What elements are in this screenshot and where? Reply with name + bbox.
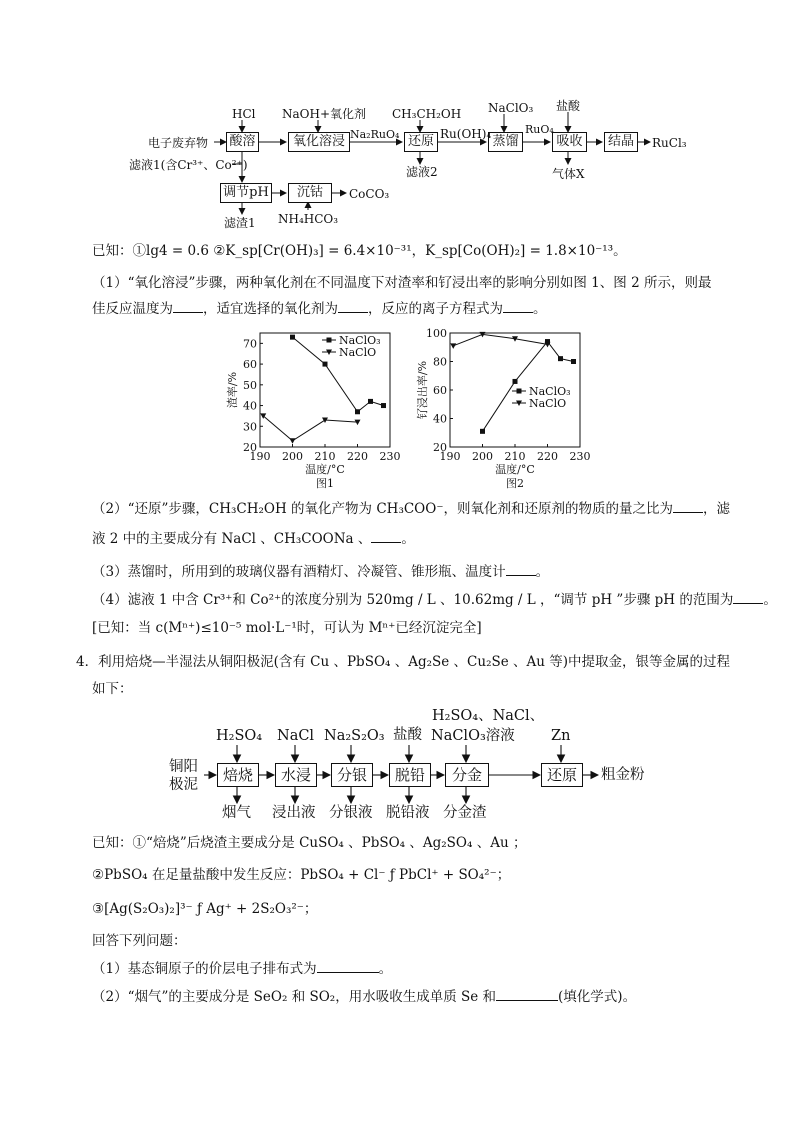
box2-water-leach: 水浸 (275, 763, 317, 787)
output-leachate: 浸出液 (272, 805, 316, 821)
question-2-part3: 液 2 中的主要成分有 NaCl 、CH₃COONa 、 (92, 531, 372, 547)
question-2-part1: （2）“还原”步骤，CH₃CH₂OH 的氧化产物为 CH₃COO⁻，则氧化剂和还原剂的物质的量之比为 (92, 501, 673, 517)
legend-label: NaClO (529, 397, 567, 410)
y-tick-label: 100 (426, 327, 447, 340)
box-distill: 蒸馏 (488, 132, 523, 152)
question-3 (92, 561, 549, 583)
label-ruoh4: Ru(OH)₄ (440, 127, 492, 141)
box2-separate-silver: 分银 (331, 763, 373, 787)
question-2-part2: ，滤 (702, 501, 730, 517)
y-axis-label: 渣率/% (226, 371, 239, 409)
blank-chemical-formula[interactable] (496, 988, 558, 1001)
y-tick-label: 70 (243, 337, 257, 351)
reagent-naclo3: NaClO₃ (488, 101, 534, 115)
x-tick-label: 190 (439, 450, 461, 463)
output-silver-solution: 分银液 (329, 805, 373, 821)
question-1 (92, 272, 711, 320)
legend-label: NaClO₃ (529, 385, 571, 398)
blank-copper-config[interactable] (317, 960, 379, 973)
problem-4-title-line2: 如下： (92, 681, 133, 697)
question-1-part1: 佳反应温度为 (92, 301, 173, 317)
series-line-naclo (453, 334, 547, 345)
data-point-naclo3 (323, 362, 328, 367)
question-4 (92, 589, 777, 611)
data-point-naclo3 (355, 409, 360, 414)
problem-4-question-1 (92, 958, 392, 980)
flowchart-2 (0, 700, 794, 830)
data-point-naclo (450, 343, 456, 349)
blank-ratio[interactable] (673, 500, 703, 513)
source2-line1: 铜阳 (169, 759, 198, 775)
box-absorb: 吸收 (552, 132, 587, 152)
problem-4-number: 4． (76, 654, 99, 670)
label-rucl3: RuCl₃ (652, 136, 687, 150)
x-tick-label: 200 (282, 450, 303, 463)
reagent2-na2s2o3: Na₂S₂O₃ (324, 728, 385, 744)
y-tick-label: 20 (433, 441, 447, 454)
question-3-text: （3）蒸馏时，所用到的玻璃仪器有酒精灯、冷凝管、锥形瓶、温度计 (92, 564, 506, 580)
flowchart-1 (0, 0, 794, 235)
y-tick-label: 30 (243, 420, 257, 434)
question-2-part4: 。 (401, 531, 415, 547)
problem-4-q1-text: （1）基态铜原子的价层电子排布式为 (92, 961, 317, 977)
x-axis-label: 温度/°C (495, 463, 535, 476)
x-tick-label: 200 (472, 450, 493, 463)
output-gold-residue: 分金渣 (443, 805, 487, 821)
question-4-note: [已知：当 c(Mⁿ⁺)≤10⁻⁵ mol·L⁻¹时，可认为 Mⁿ⁺已经沉淀完全] (92, 620, 482, 636)
reagent2-hydrochloric-acid: 盐酸 (393, 727, 422, 743)
x-tick-label: 190 (249, 450, 271, 463)
x-tick-label: 220 (347, 450, 368, 463)
reagent-hcl: HCl (232, 107, 256, 121)
known2-line2: ②PbSO₄ 在足量盐酸中发生反应：PbSO₄ + Cl⁻ ƒ PbCl⁺ + SO₄²⁻； (92, 867, 511, 883)
y-tick-label: 20 (243, 441, 257, 454)
label-residue1: 滤渣1 (224, 216, 256, 230)
y-tick-label: 40 (243, 399, 257, 413)
box-reduce: 还原 (404, 132, 438, 152)
data-point-naclo3 (368, 399, 373, 404)
box-crystallize: 结晶 (604, 132, 638, 152)
question-2 (92, 498, 730, 550)
source2-line2: 极泥 (169, 777, 198, 793)
x-tick-label: 220 (537, 450, 558, 463)
problem-4-question-2 (92, 986, 636, 1008)
question-1-line-a: （1）“氧化溶浸”步骤，两种氧化剂在不同温度下对渣率和钌浸出率的影响分别如图 1、图 2 所示，则最 (92, 275, 712, 291)
blank-filtrate2[interactable] (371, 530, 401, 543)
box2-remove-lead: 脱铅 (389, 763, 431, 787)
y-tick-label: 60 (433, 384, 447, 397)
y-tick-label: 80 (433, 355, 447, 369)
blank-ionic-equation[interactable] (503, 300, 533, 313)
reagent2-mix-line1: H₂SO₄、NaCl、 (432, 708, 545, 724)
data-point-naclo3 (571, 359, 576, 364)
legend-marker (327, 338, 332, 343)
label-gas-x: 气体X (552, 167, 585, 181)
problem-4-title-line1: 利用焙烧—半湿法从铜阳极泥(含有 Cu 、PbSO₄ 、Ag₂Se 、Cu₂Se 、Au 等)中提取金，银等金属的过程 (98, 654, 731, 670)
question-1-part3: ，反应的离子方程式为 (368, 301, 503, 317)
source-e-waste: 电子废弃物 (148, 136, 209, 150)
blank-glassware[interactable] (506, 563, 536, 576)
y-axis-label: 钌浸出率/% (416, 360, 429, 420)
legend-label: NaClO₃ (339, 334, 381, 347)
box2-roast: 焙烧 (217, 763, 259, 787)
legend-label: NaClO (339, 346, 377, 359)
reagent2-zn: Zn (551, 728, 571, 744)
data-point-naclo3 (558, 356, 563, 361)
reagent-nh4hco3: NH₄HCO₃ (278, 212, 339, 226)
data-point-naclo3 (290, 335, 295, 340)
product-crude-gold: 粗金粉 (601, 767, 645, 783)
chart-figure-2 (410, 325, 595, 490)
x-tick-label: 230 (569, 450, 591, 463)
chart-title: 图1 (316, 477, 334, 490)
label-coco3: CoCO₃ (349, 187, 390, 201)
question-4-text: （4）滤液 1 中含 Cr³⁺和 Co²⁺的浓度分别为 520mg / L 、10.62mg / L ，“调节 pH ”步骤 pH 的范围为 (92, 592, 734, 608)
question-1-part4: 。 (533, 301, 547, 317)
known-ksp: 已知：①lg4 = 0.6 ②K_sp[Cr(OH)₃] = 6.4×10⁻³¹，K_sp[Co(OH)₂] = 1.8×10⁻¹³。 (92, 243, 627, 259)
answer-intro: 回答下列问题： (92, 933, 187, 949)
x-tick-label: 210 (314, 450, 336, 463)
question-4-end: 。 (763, 592, 777, 608)
legend-marker (517, 389, 522, 394)
problem-4-q2-end: (填化学式)。 (558, 989, 637, 1005)
data-point-naclo (290, 438, 296, 444)
chart-title: 图2 (506, 477, 524, 490)
y-tick-label: 50 (243, 378, 257, 392)
reagent-ethanol: CH₃CH₂OH (392, 107, 462, 121)
label-filtrate2: 滤液2 (406, 165, 438, 179)
problem-4-q2-text: （2）“烟气”的主要成分是 SeO₂ 和 SO₂，用水吸收生成单质 Se 和 (92, 989, 497, 1005)
label-ruo4: RuO₄ (525, 123, 554, 136)
question-1-line-b (92, 298, 711, 320)
reagent2-h2so4: H₂SO₄ (216, 728, 263, 744)
data-point-naclo3 (480, 429, 485, 434)
box2-reduce: 还原 (541, 763, 583, 787)
output-flue-gas: 烟气 (222, 805, 251, 821)
chart-figure-1 (220, 325, 405, 490)
label-filtrate1: 滤液1(含Cr³⁺、Co²⁺) (129, 158, 248, 172)
known2-line1: 已知：①“焙烧”后烧渣主要成分是 CuSO₄ 、PbSO₄ 、Ag₂SO₄ 、Au ； (92, 835, 527, 851)
series-line-naclo (263, 416, 357, 441)
reagent-hydrochloric-acid: 盐酸 (556, 99, 581, 113)
known2-line3: ③[Ag(S₂O₃)₂]³⁻ ƒ Ag⁺ + 2S₂O₃²⁻； (92, 901, 318, 917)
question-3-end: 。 (535, 564, 550, 580)
box2-separate-gold: 分金 (445, 763, 489, 787)
reagent2-mix-line2: NaClO₃溶液 (431, 728, 515, 744)
blank-temperature[interactable] (173, 300, 203, 313)
question-2-line-b (92, 528, 730, 550)
y-tick-label: 40 (433, 412, 447, 426)
output-lead-solution: 脱铅液 (386, 805, 430, 821)
reagent2-nacl: NaCl (277, 728, 315, 744)
x-tick-label: 230 (379, 450, 401, 463)
box-oxidative-leach: 氧化溶浸 (288, 132, 350, 152)
question-1-part2: ，适宜选择的氧化剂为 (203, 301, 338, 317)
question-2-line-a (92, 498, 730, 520)
problem-4-title (76, 651, 730, 673)
problem-4-q1-end: 。 (378, 961, 393, 977)
y-tick-label: 60 (243, 358, 257, 372)
box-acid-dissolve: 酸溶 (226, 132, 259, 152)
data-point-naclo3 (381, 403, 386, 408)
box-adjust-ph: 调节pH (220, 183, 272, 203)
reagent-naoh-oxidant: NaOH+氧化剂 (282, 107, 367, 121)
x-tick-label: 210 (504, 450, 526, 463)
box-precipitate-cobalt: 沉钴 (288, 183, 332, 203)
blank-ph-range[interactable] (733, 591, 763, 604)
data-point-naclo3 (513, 379, 518, 384)
x-axis-label: 温度/°C (305, 463, 345, 476)
blank-oxidant[interactable] (338, 300, 368, 313)
label-na2ruo4: Na₂RuO₄ (350, 128, 400, 141)
